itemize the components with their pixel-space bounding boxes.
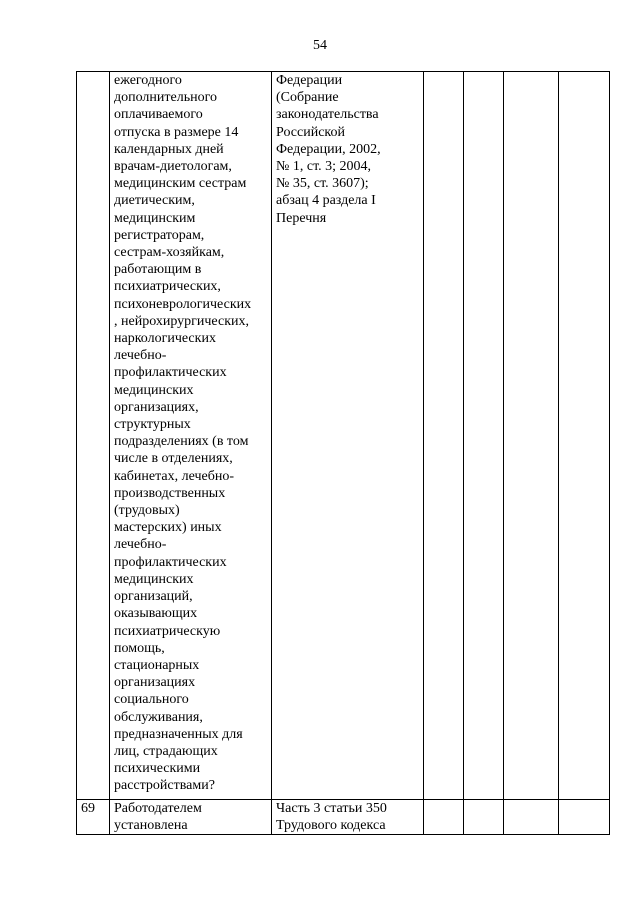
question-text: Работодателем установлена xyxy=(114,801,202,834)
question-text: ежегодного дополнительного оплачиваемого отпуска в размере 14 календарных дней врачам-диетологам, медицинским сестрам диетическим, медицинским регистраторам, сестрам-хозяйкам, работающим в психиатрических, психоневрологических , нейрохирургических, наркологических лечебно- профилактических медицинских организациях, структурных подразделениях (в том числе в отделениях, кабинетах, лечебно- производственных (трудовых) мастерских) иных лечебно- профилактических медицинских организаций, оказывающих психиатрическую помощь, стационарных организациях социального обслуживания, предназначенных для лиц, страдающих психическими расстройствами? xyxy=(114,73,252,794)
question-cell xyxy=(110,72,272,800)
answer-cell xyxy=(424,800,464,835)
reference-cell xyxy=(272,800,424,835)
row-number-cell xyxy=(77,72,110,800)
question-cell xyxy=(110,800,272,835)
answer-cell xyxy=(559,72,610,800)
row-number: 69 xyxy=(81,801,95,816)
reference-cell xyxy=(272,72,424,800)
reference-text: Федерации (Собрание законодательства Российской Федерации, 2002, № 1, ст. 3; 2004, № 35, ст. 3607); абзац 4 раздела I Перечня xyxy=(276,73,381,226)
table-row xyxy=(77,72,610,800)
checklist-table xyxy=(76,71,610,835)
page-number: 54 xyxy=(313,38,327,53)
answer-cell xyxy=(504,72,559,800)
answer-cell xyxy=(464,72,504,800)
reference-text: Часть 3 статьи 350 Трудового кодекса xyxy=(276,801,387,834)
table-row xyxy=(77,800,610,835)
row-number-cell xyxy=(77,800,110,835)
answer-cell xyxy=(559,800,610,835)
answer-cell xyxy=(464,800,504,835)
answer-cell xyxy=(424,72,464,800)
answer-cell xyxy=(504,800,559,835)
